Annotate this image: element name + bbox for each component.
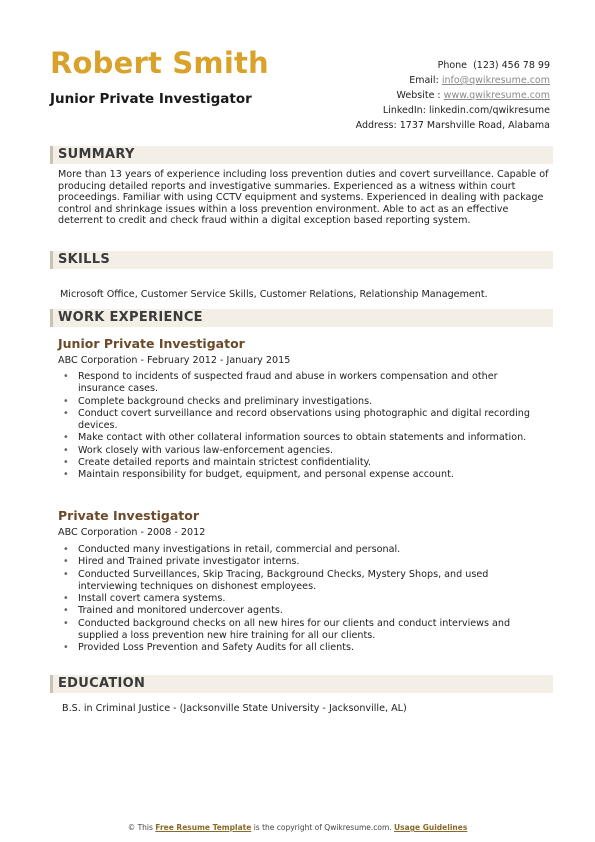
- job-company-dates: ABC Corporation - February 2012 - January 2015: [58, 355, 291, 366]
- resume-header: [50, 44, 550, 134]
- summary-title: SUMMARY: [58, 147, 135, 162]
- section-accent: [50, 309, 53, 327]
- job-bullet-list: [62, 544, 542, 655]
- candidate-name: Robert Smith: [50, 46, 269, 80]
- website-link[interactable]: www.qwikresume.com: [443, 90, 550, 101]
- contact-email-row: [356, 73, 550, 88]
- address-value: 1737 Marshville Road, Alabama: [399, 120, 550, 131]
- free-resume-template-link[interactable]: Free Resume Template: [155, 823, 252, 832]
- skills-title: SKILLS: [58, 252, 111, 267]
- list-item: • Maintain responsibility for budget, equipment, and personal expense account.: [62, 469, 542, 481]
- candidate-title: Junior Private Investigator: [50, 91, 252, 107]
- footer-prefix: © This: [127, 823, 153, 832]
- email-link[interactable]: info@qwikresume.com: [441, 75, 550, 86]
- list-item: • Trained and monitored undercover agents.: [62, 605, 542, 617]
- list-item: • Conducted Surveillances, Skip Tracing, Background Checks, Mystery Shops, and used interviewing techniques on dishonest employees.: [62, 569, 542, 594]
- page-footer: [0, 823, 595, 832]
- job-title: Private Investigator: [58, 508, 199, 523]
- usage-guidelines-link[interactable]: Usage Guidelines: [394, 823, 468, 832]
- list-item: • Conduct covert surveillance and record observations using photographic and digital recording devices.: [62, 408, 542, 433]
- section-accent: [50, 675, 53, 693]
- contact-phone-row: [356, 58, 550, 73]
- contact-address-row: [356, 118, 550, 133]
- list-item: • Conducted many investigations in retail, commercial and personal.: [62, 544, 542, 556]
- experience-section-header: [50, 309, 553, 327]
- footer-copyright-text: is the copyright of Qwikresume.com.: [253, 823, 392, 832]
- address-label: Address:: [355, 120, 397, 131]
- contact-website-row: [356, 88, 550, 103]
- website-label: Website :: [396, 90, 441, 101]
- list-item: • Provided Loss Prevention and Safety Audits for all clients.: [62, 642, 542, 654]
- section-accent: [50, 251, 53, 269]
- experience-title: WORK EXPERIENCE: [58, 310, 203, 325]
- list-item: • Complete background checks and preliminary investigations.: [62, 396, 542, 408]
- list-item: • Create detailed reports and maintain strictest confidentiality.: [62, 457, 542, 469]
- list-item: • Hired and Trained private investigator interns.: [62, 556, 542, 568]
- summary-section-header: [50, 146, 553, 164]
- skills-section-header: [50, 251, 553, 269]
- phone-value: (123) 456 78 99: [473, 60, 550, 71]
- list-item: • Work closely with various law-enforcement agencies.: [62, 445, 542, 457]
- skills-text: Microsoft Office, Customer Service Skills, Customer Relations, Relationship Management.: [60, 289, 488, 300]
- list-item: • Make contact with other collateral information sources to obtain statements and information.: [62, 432, 542, 444]
- list-item: • Conducted background checks on all new hires for our clients and conduct interviews and supplied a loss prevention new hire training for all our clients.: [62, 618, 542, 643]
- contact-block: [356, 58, 550, 133]
- linkedin-value: linkedin.com/qwikresume: [428, 105, 550, 116]
- section-accent: [50, 146, 53, 164]
- phone-label: Phone: [437, 60, 468, 71]
- summary-text: More than 13 years of experience including loss prevention duties and covert surveillance. Capable of producing detailed reports and investigative summaries. Experienced as a witness within court proceedings. Familiar with using CCTV equipment and systems. Experienced in dealing with package control and shrinkage issues within a loss prevention environment. Able to act as an effective deterrent to credit and check fraud within a digital exception based reporting system.: [58, 169, 549, 226]
- linkedin-label: LinkedIn:: [382, 105, 426, 116]
- education-section-header: [50, 675, 553, 693]
- education-title: EDUCATION: [58, 676, 146, 691]
- job-title: Junior Private Investigator: [58, 336, 245, 351]
- job-company-dates: ABC Corporation - 2008 - 2012: [58, 527, 206, 538]
- email-label: Email:: [409, 75, 439, 86]
- contact-linkedin-row: [356, 103, 550, 118]
- list-item: • Respond to incidents of suspected fraud and abuse in workers compensation and other insurance cases.: [62, 371, 542, 396]
- job-bullet-list: [62, 371, 542, 482]
- list-item: • Install covert camera systems.: [62, 593, 542, 605]
- education-text: B.S. in Criminal Justice - (Jacksonville State University - Jacksonville, AL): [62, 703, 407, 714]
